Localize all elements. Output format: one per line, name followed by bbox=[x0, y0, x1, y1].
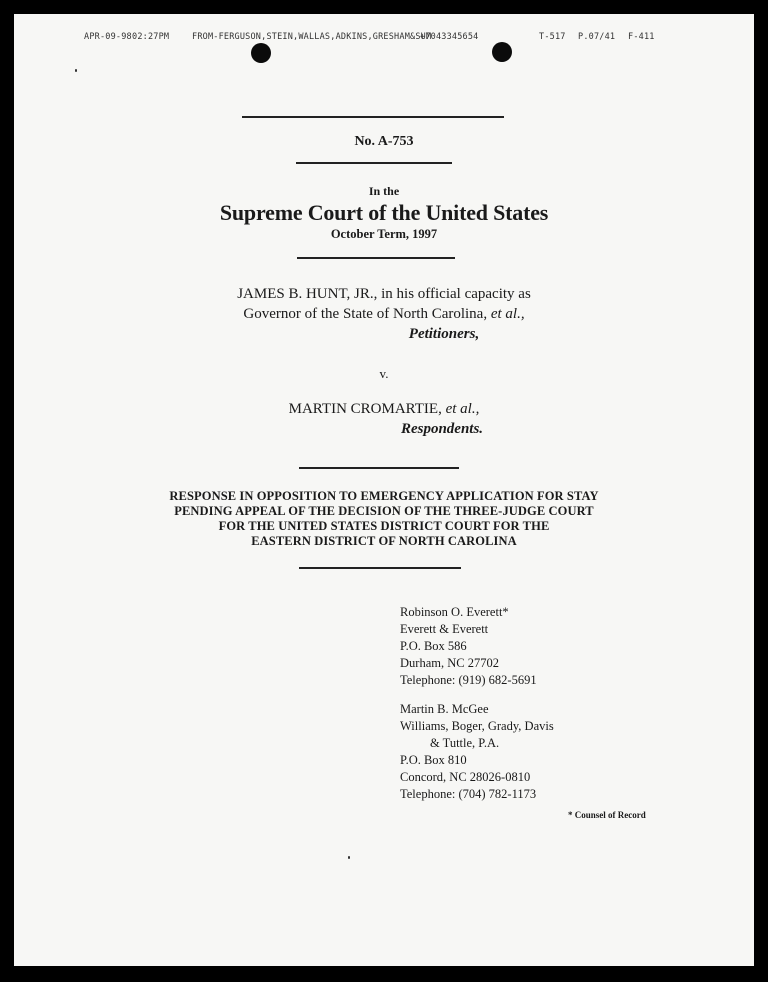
counsel-1-box: P.O. Box 586 bbox=[400, 639, 467, 653]
counsel-1-city: Durham, NC 27702 bbox=[400, 656, 499, 670]
counsel-2-box: P.O. Box 810 bbox=[400, 753, 467, 767]
rule-docket bbox=[296, 162, 452, 164]
petitioner-etal: et al., bbox=[490, 306, 525, 322]
counsel-1-phone: Telephone: (919) 682-5691 bbox=[400, 673, 537, 687]
fax-date: APR-09-98 bbox=[84, 32, 132, 42]
title-line-1: RESPONSE IN OPPOSITION TO EMERGENCY APPLICATION FOR STAY bbox=[169, 489, 599, 503]
document-title bbox=[124, 489, 644, 549]
court-name: Supreme Court of the United States bbox=[219, 200, 549, 225]
versus-label: v. bbox=[379, 366, 389, 381]
respondent-line-1 bbox=[14, 399, 754, 419]
respondent-role: Respondents. bbox=[400, 421, 484, 437]
in-the-label: In the bbox=[368, 184, 400, 198]
counsel-2-phone: Telephone: (704) 782-1173 bbox=[400, 787, 537, 801]
punch-hole-left bbox=[251, 43, 271, 63]
respondent-block bbox=[14, 399, 754, 439]
counsel-1-name: Robinson O. Everett* bbox=[400, 605, 509, 619]
title-line-2: PENDING APPEAL OF THE DECISION OF THE THREE-JUDGE COURT bbox=[174, 504, 594, 518]
rule-title bbox=[299, 567, 461, 569]
petitioner-role: Petitioners, bbox=[408, 326, 480, 342]
rule-term bbox=[297, 257, 455, 259]
counsel-2-city: Concord, NC 28026-0810 bbox=[400, 770, 531, 784]
respondent-name: MARTIN CROMARTIE, bbox=[288, 401, 442, 417]
court-term: October Term, 1997 bbox=[330, 227, 438, 241]
petitioner-governor: Governor of the State of North Carolina, bbox=[243, 306, 488, 322]
petitioner-role-line bbox=[14, 324, 754, 344]
petitioner-block bbox=[14, 284, 754, 344]
fax-tx-id: T-517 bbox=[539, 32, 566, 42]
title-line-3: FOR THE UNITED STATES DISTRICT COURT FOR THE bbox=[218, 519, 550, 533]
fax-page: P.07/41 bbox=[578, 32, 616, 42]
petitioner-line-1: JAMES B. HUNT, JR., in his official capacity as bbox=[237, 286, 531, 302]
counsel-2-firm-1: Williams, Boger, Grady, Davis bbox=[400, 719, 554, 733]
fax-id: F-411 bbox=[628, 32, 655, 42]
scan-speck bbox=[348, 856, 350, 859]
fax-phone: +7043345654 bbox=[420, 32, 479, 42]
fax-time: 02:27PM bbox=[132, 32, 170, 42]
counsel-2-name: Martin B. McGee bbox=[400, 702, 489, 716]
title-line-4: EASTERN DISTRICT OF NORTH CAROLINA bbox=[251, 534, 517, 548]
respondent-etal: et al., bbox=[445, 401, 480, 417]
scan-speck bbox=[75, 69, 77, 72]
rule-top bbox=[242, 116, 504, 118]
punch-hole-right bbox=[492, 42, 512, 62]
rule-parties bbox=[299, 467, 459, 469]
respondent-role-line bbox=[14, 419, 754, 439]
docket-number: No. A-753 bbox=[354, 134, 414, 149]
counsel-mcgee bbox=[400, 701, 554, 803]
fax-from: FROM-FERGUSON,STEIN,WALLAS,ADKINS,GRESHAM&SUM bbox=[192, 32, 432, 42]
document-page bbox=[14, 14, 754, 966]
counsel-1-firm: Everett & Everett bbox=[400, 622, 489, 636]
petitioner-line-2 bbox=[14, 304, 754, 324]
counsel-2-firm-2: & Tuttle, P.A. bbox=[430, 736, 500, 750]
counsel-everett bbox=[400, 604, 537, 689]
counsel-of-record-note: * Counsel of Record bbox=[568, 810, 646, 820]
